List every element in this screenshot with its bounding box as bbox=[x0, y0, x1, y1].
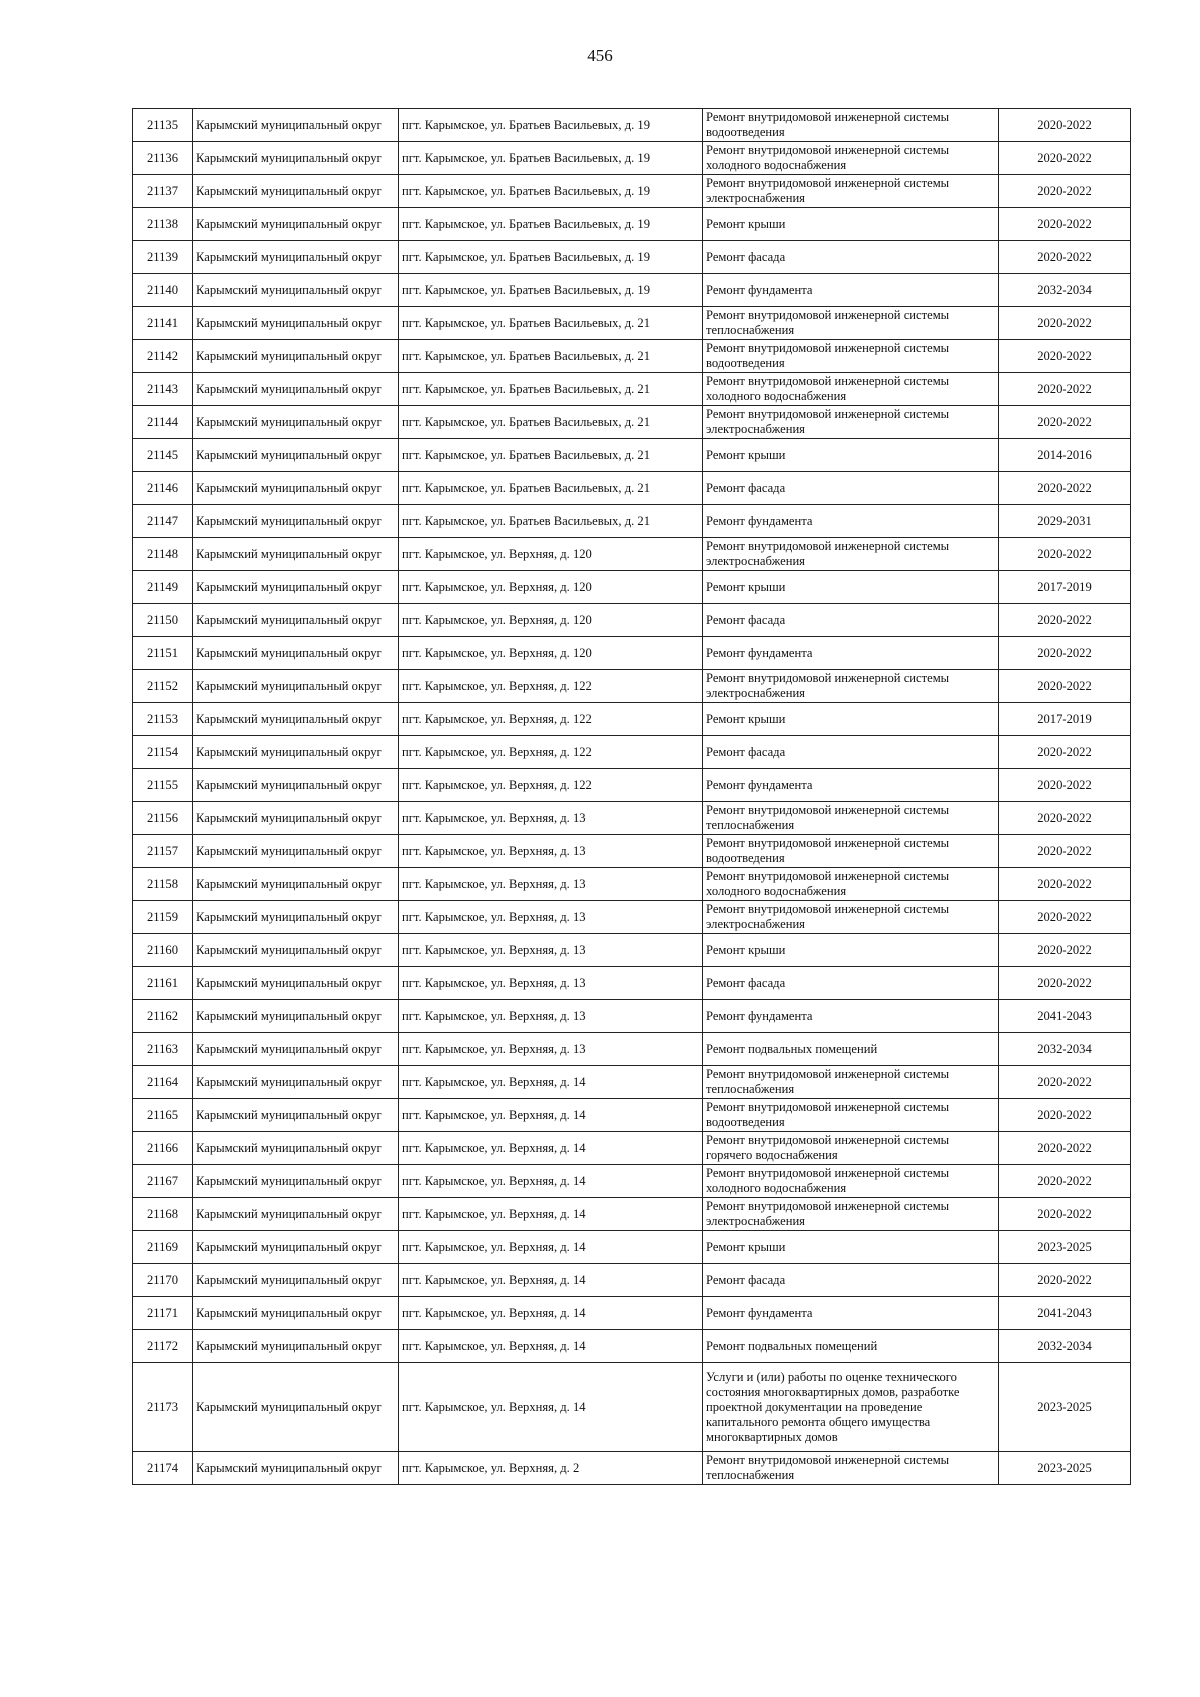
work-type-cell: Ремонт крыши bbox=[703, 1231, 999, 1264]
table-row bbox=[133, 637, 1131, 670]
row-number: 21141 bbox=[133, 307, 193, 340]
row-number: 21137 bbox=[133, 175, 193, 208]
address-cell: пгт. Карымское, ул. Верхняя, д. 2 bbox=[399, 1452, 703, 1485]
address-cell: пгт. Карымское, ул. Верхняя, д. 14 bbox=[399, 1264, 703, 1297]
table-row bbox=[133, 472, 1131, 505]
table-row bbox=[133, 835, 1131, 868]
table-row bbox=[133, 175, 1131, 208]
row-number: 21156 bbox=[133, 802, 193, 835]
address-cell: пгт. Карымское, ул. Верхняя, д. 13 bbox=[399, 901, 703, 934]
address-cell: пгт. Карымское, ул. Братьев Васильевых, д. 21 bbox=[399, 307, 703, 340]
address-cell: пгт. Карымское, ул. Братьев Васильевых, д. 19 bbox=[399, 208, 703, 241]
work-type-cell: Ремонт фундамента bbox=[703, 505, 999, 538]
table-row bbox=[133, 1363, 1131, 1452]
work-type-cell: Ремонт внутридомовой инженерной системы электроснабжения bbox=[703, 175, 999, 208]
row-number: 21155 bbox=[133, 769, 193, 802]
row-number: 21148 bbox=[133, 538, 193, 571]
table-row bbox=[133, 868, 1131, 901]
work-type-cell: Ремонт внутридомовой инженерной системы холодного водоснабжения bbox=[703, 868, 999, 901]
table-row bbox=[133, 967, 1131, 1000]
municipality-cell: Карымский муниципальный округ bbox=[193, 1330, 399, 1363]
row-number: 21164 bbox=[133, 1066, 193, 1099]
address-cell: пгт. Карымское, ул. Верхняя, д. 14 bbox=[399, 1132, 703, 1165]
address-cell: пгт. Карымское, ул. Верхняя, д. 13 bbox=[399, 1000, 703, 1033]
address-cell: пгт. Карымское, ул. Братьев Васильевых, д. 19 bbox=[399, 175, 703, 208]
municipality-cell: Карымский муниципальный округ bbox=[193, 1297, 399, 1330]
period-cell: 2041-2043 bbox=[999, 1297, 1131, 1330]
municipality-cell: Карымский муниципальный округ bbox=[193, 241, 399, 274]
row-number: 21162 bbox=[133, 1000, 193, 1033]
address-cell: пгт. Карымское, ул. Верхняя, д. 13 bbox=[399, 868, 703, 901]
municipality-cell: Карымский муниципальный округ bbox=[193, 1452, 399, 1485]
row-number: 21165 bbox=[133, 1099, 193, 1132]
row-number: 21158 bbox=[133, 868, 193, 901]
row-number: 21169 bbox=[133, 1231, 193, 1264]
work-type-cell: Ремонт фасада bbox=[703, 241, 999, 274]
row-number: 21168 bbox=[133, 1198, 193, 1231]
work-type-cell: Ремонт фасада bbox=[703, 736, 999, 769]
period-cell: 2020-2022 bbox=[999, 901, 1131, 934]
address-cell: пгт. Карымское, ул. Верхняя, д. 122 bbox=[399, 736, 703, 769]
table-row bbox=[133, 1165, 1131, 1198]
period-cell: 2023-2025 bbox=[999, 1231, 1131, 1264]
table-row bbox=[133, 1198, 1131, 1231]
municipality-cell: Карымский муниципальный округ bbox=[193, 604, 399, 637]
period-cell: 2020-2022 bbox=[999, 109, 1131, 142]
address-cell: пгт. Карымское, ул. Братьев Васильевых, д. 21 bbox=[399, 439, 703, 472]
address-cell: пгт. Карымское, ул. Верхняя, д. 120 bbox=[399, 637, 703, 670]
row-number: 21146 bbox=[133, 472, 193, 505]
table-row bbox=[133, 1033, 1131, 1066]
table-row bbox=[133, 934, 1131, 967]
municipality-cell: Карымский муниципальный округ bbox=[193, 967, 399, 1000]
period-cell: 2020-2022 bbox=[999, 802, 1131, 835]
work-type-cell: Ремонт фасада bbox=[703, 967, 999, 1000]
period-cell: 2032-2034 bbox=[999, 1330, 1131, 1363]
municipality-cell: Карымский муниципальный округ bbox=[193, 1264, 399, 1297]
row-number: 21173 bbox=[133, 1363, 193, 1452]
municipality-cell: Карымский муниципальный округ bbox=[193, 1132, 399, 1165]
address-cell: пгт. Карымское, ул. Верхняя, д. 120 bbox=[399, 538, 703, 571]
work-type-cell: Ремонт крыши bbox=[703, 703, 999, 736]
address-cell: пгт. Карымское, ул. Верхняя, д. 120 bbox=[399, 604, 703, 637]
municipality-cell: Карымский муниципальный округ bbox=[193, 340, 399, 373]
municipality-cell: Карымский муниципальный округ bbox=[193, 274, 399, 307]
period-cell: 2020-2022 bbox=[999, 307, 1131, 340]
row-number: 21159 bbox=[133, 901, 193, 934]
address-cell: пгт. Карымское, ул. Верхняя, д. 14 bbox=[399, 1099, 703, 1132]
repair-schedule-table bbox=[132, 108, 1131, 1485]
address-cell: пгт. Карымское, ул. Верхняя, д. 13 bbox=[399, 1033, 703, 1066]
period-cell: 2020-2022 bbox=[999, 604, 1131, 637]
period-cell: 2032-2034 bbox=[999, 1033, 1131, 1066]
table-row bbox=[133, 1297, 1131, 1330]
address-cell: пгт. Карымское, ул. Братьев Васильевых, д. 19 bbox=[399, 241, 703, 274]
address-cell: пгт. Карымское, ул. Верхняя, д. 13 bbox=[399, 835, 703, 868]
table-row bbox=[133, 703, 1131, 736]
municipality-cell: Карымский муниципальный округ bbox=[193, 868, 399, 901]
municipality-cell: Карымский муниципальный округ bbox=[193, 208, 399, 241]
address-cell: пгт. Карымское, ул. Верхняя, д. 122 bbox=[399, 769, 703, 802]
work-type-cell: Ремонт внутридомовой инженерной системы теплоснабжения bbox=[703, 1452, 999, 1485]
work-type-cell: Ремонт крыши bbox=[703, 934, 999, 967]
page-number: 456 bbox=[587, 46, 613, 65]
table-row bbox=[133, 769, 1131, 802]
address-cell: пгт. Карымское, ул. Верхняя, д. 14 bbox=[399, 1231, 703, 1264]
address-cell: пгт. Карымское, ул. Верхняя, д. 14 bbox=[399, 1363, 703, 1452]
work-type-cell: Ремонт внутридомовой инженерной системы водоотведения bbox=[703, 109, 999, 142]
municipality-cell: Карымский муниципальный округ bbox=[193, 703, 399, 736]
period-cell: 2020-2022 bbox=[999, 934, 1131, 967]
period-cell: 2020-2022 bbox=[999, 1066, 1131, 1099]
municipality-cell: Карымский муниципальный округ bbox=[193, 1033, 399, 1066]
municipality-cell: Карымский муниципальный округ bbox=[193, 505, 399, 538]
table-row bbox=[133, 439, 1131, 472]
period-cell: 2017-2019 bbox=[999, 703, 1131, 736]
municipality-cell: Карымский муниципальный округ bbox=[193, 1198, 399, 1231]
table-row bbox=[133, 505, 1131, 538]
table-row bbox=[133, 340, 1131, 373]
table-row bbox=[133, 241, 1131, 274]
table-row bbox=[133, 736, 1131, 769]
address-cell: пгт. Карымское, ул. Братьев Васильевых, д. 19 bbox=[399, 109, 703, 142]
address-cell: пгт. Карымское, ул. Братьев Васильевых, д. 21 bbox=[399, 505, 703, 538]
table-row bbox=[133, 1132, 1131, 1165]
table-body bbox=[133, 109, 1131, 1485]
address-cell: пгт. Карымское, ул. Братьев Васильевых, д. 19 bbox=[399, 274, 703, 307]
municipality-cell: Карымский муниципальный округ bbox=[193, 373, 399, 406]
row-number: 21149 bbox=[133, 571, 193, 604]
work-type-cell: Ремонт внутридомовой инженерной системы холодного водоснабжения bbox=[703, 1165, 999, 1198]
row-number: 21174 bbox=[133, 1452, 193, 1485]
row-number: 21135 bbox=[133, 109, 193, 142]
address-cell: пгт. Карымское, ул. Братьев Васильевых, д. 21 bbox=[399, 472, 703, 505]
address-cell: пгт. Карымское, ул. Верхняя, д. 14 bbox=[399, 1330, 703, 1363]
row-number: 21166 bbox=[133, 1132, 193, 1165]
work-type-cell: Ремонт внутридомовой инженерной системы водоотведения bbox=[703, 835, 999, 868]
address-cell: пгт. Карымское, ул. Верхняя, д. 14 bbox=[399, 1165, 703, 1198]
table-row bbox=[133, 1231, 1131, 1264]
table-row bbox=[133, 1330, 1131, 1363]
work-type-cell: Ремонт внутридомовой инженерной системы электроснабжения bbox=[703, 538, 999, 571]
table-row bbox=[133, 802, 1131, 835]
address-cell: пгт. Карымское, ул. Верхняя, д. 13 bbox=[399, 967, 703, 1000]
table-row bbox=[133, 901, 1131, 934]
municipality-cell: Карымский муниципальный округ bbox=[193, 670, 399, 703]
table-row bbox=[133, 538, 1131, 571]
row-number: 21172 bbox=[133, 1330, 193, 1363]
municipality-cell: Карымский муниципальный округ bbox=[193, 736, 399, 769]
period-cell: 2020-2022 bbox=[999, 868, 1131, 901]
table-row bbox=[133, 1264, 1131, 1297]
row-number: 21160 bbox=[133, 934, 193, 967]
table-row bbox=[133, 274, 1131, 307]
row-number: 21167 bbox=[133, 1165, 193, 1198]
work-type-cell: Ремонт фундамента bbox=[703, 769, 999, 802]
table-row bbox=[133, 373, 1131, 406]
address-cell: пгт. Карымское, ул. Верхняя, д. 14 bbox=[399, 1198, 703, 1231]
address-cell: пгт. Карымское, ул. Верхняя, д. 122 bbox=[399, 670, 703, 703]
table-row bbox=[133, 109, 1131, 142]
row-number: 21161 bbox=[133, 967, 193, 1000]
municipality-cell: Карымский муниципальный округ bbox=[193, 802, 399, 835]
period-cell: 2020-2022 bbox=[999, 340, 1131, 373]
municipality-cell: Карымский муниципальный округ bbox=[193, 307, 399, 340]
row-number: 21140 bbox=[133, 274, 193, 307]
work-type-cell: Ремонт внутридомовой инженерной системы холодного водоснабжения bbox=[703, 142, 999, 175]
work-type-cell: Ремонт внутридомовой инженерной системы электроснабжения bbox=[703, 406, 999, 439]
work-type-cell: Ремонт внутридомовой инженерной системы водоотведения bbox=[703, 340, 999, 373]
period-cell: 2020-2022 bbox=[999, 373, 1131, 406]
period-cell: 2020-2022 bbox=[999, 1099, 1131, 1132]
address-cell: пгт. Карымское, ул. Верхняя, д. 13 bbox=[399, 802, 703, 835]
table-row bbox=[133, 670, 1131, 703]
municipality-cell: Карымский муниципальный округ bbox=[193, 1099, 399, 1132]
work-type-cell: Ремонт фасада bbox=[703, 1264, 999, 1297]
period-cell: 2020-2022 bbox=[999, 769, 1131, 802]
row-number: 21138 bbox=[133, 208, 193, 241]
period-cell: 2029-2031 bbox=[999, 505, 1131, 538]
municipality-cell: Карымский муниципальный округ bbox=[193, 835, 399, 868]
period-cell: 2020-2022 bbox=[999, 142, 1131, 175]
municipality-cell: Карымский муниципальный округ bbox=[193, 901, 399, 934]
work-type-cell: Ремонт фундамента bbox=[703, 274, 999, 307]
work-type-cell: Ремонт подвальных помещений bbox=[703, 1033, 999, 1066]
period-cell: 2017-2019 bbox=[999, 571, 1131, 604]
row-number: 21151 bbox=[133, 637, 193, 670]
work-type-cell: Услуги и (или) работы по оценке технического состояния многоквартирных домов, разработке проектной документации на проведение капитального ремонта общего имущества многоквартирных домов bbox=[703, 1363, 999, 1452]
period-cell: 2020-2022 bbox=[999, 736, 1131, 769]
municipality-cell: Карымский муниципальный округ bbox=[193, 406, 399, 439]
work-type-cell: Ремонт внутридомовой инженерной системы теплоснабжения bbox=[703, 802, 999, 835]
table-row bbox=[133, 604, 1131, 637]
row-number: 21142 bbox=[133, 340, 193, 373]
municipality-cell: Карымский муниципальный округ bbox=[193, 1231, 399, 1264]
work-type-cell: Ремонт крыши bbox=[703, 571, 999, 604]
row-number: 21136 bbox=[133, 142, 193, 175]
work-type-cell: Ремонт крыши bbox=[703, 208, 999, 241]
address-cell: пгт. Карымское, ул. Братьев Васильевых, д. 19 bbox=[399, 142, 703, 175]
municipality-cell: Карымский муниципальный округ bbox=[193, 1066, 399, 1099]
municipality-cell: Карымский муниципальный округ bbox=[193, 109, 399, 142]
period-cell: 2020-2022 bbox=[999, 241, 1131, 274]
period-cell: 2020-2022 bbox=[999, 637, 1131, 670]
municipality-cell: Карымский муниципальный округ bbox=[193, 1363, 399, 1452]
municipality-cell: Карымский муниципальный округ bbox=[193, 439, 399, 472]
work-type-cell: Ремонт внутридомовой инженерной системы теплоснабжения bbox=[703, 307, 999, 340]
work-type-cell: Ремонт внутридомовой инженерной системы электроснабжения bbox=[703, 1198, 999, 1231]
municipality-cell: Карымский муниципальный округ bbox=[193, 472, 399, 505]
address-cell: пгт. Карымское, ул. Верхняя, д. 120 bbox=[399, 571, 703, 604]
table-row bbox=[133, 142, 1131, 175]
period-cell: 2023-2025 bbox=[999, 1452, 1131, 1485]
address-cell: пгт. Карымское, ул. Верхняя, д. 14 bbox=[399, 1066, 703, 1099]
period-cell: 2020-2022 bbox=[999, 208, 1131, 241]
period-cell: 2032-2034 bbox=[999, 274, 1131, 307]
row-number: 21150 bbox=[133, 604, 193, 637]
table-row bbox=[133, 208, 1131, 241]
period-cell: 2020-2022 bbox=[999, 670, 1131, 703]
work-type-cell: Ремонт фундамента bbox=[703, 1000, 999, 1033]
work-type-cell: Ремонт подвальных помещений bbox=[703, 1330, 999, 1363]
row-number: 21139 bbox=[133, 241, 193, 274]
row-number: 21170 bbox=[133, 1264, 193, 1297]
address-cell: пгт. Карымское, ул. Братьев Васильевых, д. 21 bbox=[399, 373, 703, 406]
row-number: 21143 bbox=[133, 373, 193, 406]
row-number: 21154 bbox=[133, 736, 193, 769]
table-row bbox=[133, 1000, 1131, 1033]
row-number: 21163 bbox=[133, 1033, 193, 1066]
period-cell: 2020-2022 bbox=[999, 472, 1131, 505]
municipality-cell: Карымский муниципальный округ bbox=[193, 142, 399, 175]
address-cell: пгт. Карымское, ул. Верхняя, д. 13 bbox=[399, 934, 703, 967]
municipality-cell: Карымский муниципальный округ bbox=[193, 571, 399, 604]
row-number: 21157 bbox=[133, 835, 193, 868]
table-row bbox=[133, 1099, 1131, 1132]
table-row bbox=[133, 1452, 1131, 1485]
work-type-cell: Ремонт крыши bbox=[703, 439, 999, 472]
work-type-cell: Ремонт фасада bbox=[703, 604, 999, 637]
period-cell: 2014-2016 bbox=[999, 439, 1131, 472]
row-number: 21171 bbox=[133, 1297, 193, 1330]
work-type-cell: Ремонт фундамента bbox=[703, 1297, 999, 1330]
period-cell: 2020-2022 bbox=[999, 538, 1131, 571]
work-type-cell: Ремонт внутридомовой инженерной системы горячего водоснабжения bbox=[703, 1132, 999, 1165]
period-cell: 2041-2043 bbox=[999, 1000, 1131, 1033]
table-row bbox=[133, 406, 1131, 439]
period-cell: 2020-2022 bbox=[999, 1165, 1131, 1198]
row-number: 21153 bbox=[133, 703, 193, 736]
row-number: 21152 bbox=[133, 670, 193, 703]
period-cell: 2020-2022 bbox=[999, 835, 1131, 868]
period-cell: 2020-2022 bbox=[999, 1198, 1131, 1231]
work-type-cell: Ремонт внутридомовой инженерной системы электроснабжения bbox=[703, 670, 999, 703]
work-type-cell: Ремонт внутридомовой инженерной системы теплоснабжения bbox=[703, 1066, 999, 1099]
work-type-cell: Ремонт внутридомовой инженерной системы электроснабжения bbox=[703, 901, 999, 934]
address-cell: пгт. Карымское, ул. Братьев Васильевых, д. 21 bbox=[399, 406, 703, 439]
period-cell: 2023-2025 bbox=[999, 1363, 1131, 1452]
municipality-cell: Карымский муниципальный округ bbox=[193, 769, 399, 802]
address-cell: пгт. Карымское, ул. Братьев Васильевых, д. 21 bbox=[399, 340, 703, 373]
work-type-cell: Ремонт фундамента bbox=[703, 637, 999, 670]
address-cell: пгт. Карымское, ул. Верхняя, д. 122 bbox=[399, 703, 703, 736]
period-cell: 2020-2022 bbox=[999, 1264, 1131, 1297]
period-cell: 2020-2022 bbox=[999, 1132, 1131, 1165]
municipality-cell: Карымский муниципальный округ bbox=[193, 175, 399, 208]
table-row bbox=[133, 1066, 1131, 1099]
municipality-cell: Карымский муниципальный округ bbox=[193, 1000, 399, 1033]
municipality-cell: Карымский муниципальный округ bbox=[193, 1165, 399, 1198]
work-type-cell: Ремонт фасада bbox=[703, 472, 999, 505]
municipality-cell: Карымский муниципальный округ bbox=[193, 538, 399, 571]
municipality-cell: Карымский муниципальный округ bbox=[193, 934, 399, 967]
municipality-cell: Карымский муниципальный округ bbox=[193, 637, 399, 670]
row-number: 21145 bbox=[133, 439, 193, 472]
row-number: 21144 bbox=[133, 406, 193, 439]
row-number: 21147 bbox=[133, 505, 193, 538]
address-cell: пгт. Карымское, ул. Верхняя, д. 14 bbox=[399, 1297, 703, 1330]
table-row bbox=[133, 307, 1131, 340]
period-cell: 2020-2022 bbox=[999, 406, 1131, 439]
work-type-cell: Ремонт внутридомовой инженерной системы холодного водоснабжения bbox=[703, 373, 999, 406]
period-cell: 2020-2022 bbox=[999, 175, 1131, 208]
period-cell: 2020-2022 bbox=[999, 967, 1131, 1000]
table-row bbox=[133, 571, 1131, 604]
work-type-cell: Ремонт внутридомовой инженерной системы водоотведения bbox=[703, 1099, 999, 1132]
